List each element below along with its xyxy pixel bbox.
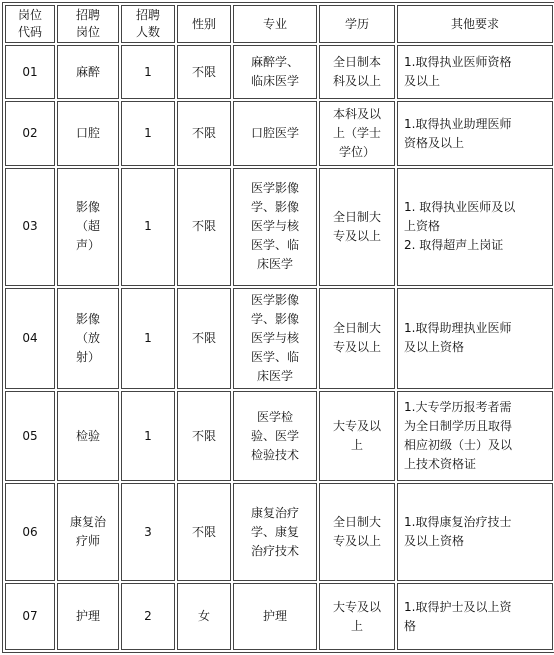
- post-line: 护理: [75, 609, 100, 624]
- major-line: 床医学: [256, 368, 293, 383]
- recruitment-table: [2, 2, 554, 653]
- headcount-cell: 3: [121, 483, 175, 582]
- post-line: 检验: [75, 428, 100, 443]
- major-line: 医学与核: [250, 330, 299, 345]
- header-other-requirements: [397, 5, 553, 43]
- table-header-row: [5, 5, 553, 43]
- other-requirements-cell: [397, 391, 553, 481]
- post-cell: [57, 168, 119, 286]
- post-line: （超: [75, 219, 100, 234]
- header-text-line: 岗位: [75, 25, 100, 39]
- other-requirements-line: 1.取得执业医师资格: [404, 55, 512, 70]
- gender-cell: 不限: [177, 483, 231, 582]
- major-line: 床医学: [256, 257, 293, 272]
- table-row: [5, 45, 553, 99]
- other-requirements-line: 相应初级（士）及以: [404, 438, 513, 453]
- header-text-line: 代码: [17, 25, 42, 39]
- major-line: 学、影像: [250, 311, 299, 326]
- major-cell: [233, 101, 317, 165]
- major-line: 检验技术: [250, 447, 299, 462]
- education-cell: [319, 583, 395, 650]
- education-cell: [319, 45, 395, 99]
- post-cell: [57, 483, 119, 582]
- other-requirements-cell: [397, 101, 553, 165]
- other-requirements-line: 及以上资格: [404, 340, 465, 355]
- position-code-cell: 04: [5, 288, 55, 390]
- major-line: 麻醉学、: [250, 55, 299, 70]
- post-line: 麻醉: [75, 64, 100, 79]
- position-code-cell: 07: [5, 583, 55, 650]
- table-row: [5, 583, 553, 650]
- education-line: 专及以上: [332, 228, 381, 243]
- other-requirements-line: 1.取得执业助理医师: [404, 116, 512, 131]
- other-requirements-line: 1.大专学历报考者需: [404, 400, 512, 415]
- other-requirements-cell: [397, 288, 553, 390]
- major-line: 临床医学: [250, 74, 299, 89]
- major-cell: [233, 583, 317, 650]
- header-text-line: 学历: [344, 16, 369, 31]
- header-text-line: 岗位: [17, 8, 42, 22]
- position-code-cell: 01: [5, 45, 55, 99]
- major-cell: [233, 483, 317, 582]
- major-cell: [233, 168, 317, 286]
- major-cell: [233, 391, 317, 481]
- table-row: [5, 483, 553, 582]
- education-line: 专及以上: [332, 534, 381, 549]
- other-requirements-line: 2. 取得超声上岗证: [404, 238, 504, 253]
- post-cell: [57, 45, 119, 99]
- other-requirements-line: 1.取得助理执业医师: [404, 321, 512, 336]
- education-cell: [319, 288, 395, 390]
- major-line: 护理: [262, 609, 287, 624]
- other-requirements-line: 资格及以上: [404, 135, 465, 150]
- header-major: [233, 5, 317, 43]
- education-cell: [319, 168, 395, 286]
- education-line: 上: [350, 438, 363, 453]
- header-text-line: 专业: [262, 16, 287, 31]
- headcount-cell: 1: [121, 101, 175, 165]
- position-code-cell: 06: [5, 483, 55, 582]
- education-cell: [319, 483, 395, 582]
- table-body: [5, 45, 553, 650]
- major-line: 医学、临: [250, 349, 299, 364]
- major-line: 学、康复: [250, 524, 299, 539]
- major-line: 医学与核: [250, 219, 299, 234]
- other-requirements-cell: [397, 168, 553, 286]
- major-line: 医学影像: [250, 181, 299, 196]
- post-line: （放: [75, 330, 100, 345]
- education-line: 专及以上: [332, 340, 381, 355]
- header-text-line: 招聘: [135, 8, 160, 22]
- other-requirements-line: 为全日制学历且取得: [404, 419, 513, 434]
- post-line: 射）: [75, 349, 100, 364]
- post-line: 康复治: [69, 515, 106, 530]
- headcount-cell: 1: [121, 288, 175, 390]
- header-text-line: 性别: [191, 16, 216, 31]
- education-line: 大专及以: [332, 599, 381, 614]
- major-line: 医学检: [256, 409, 293, 424]
- post-line: 疗师: [75, 534, 100, 549]
- post-cell: [57, 101, 119, 165]
- education-line: 大专及以: [332, 419, 381, 434]
- header-education: [319, 5, 395, 43]
- post-cell: [57, 391, 119, 481]
- position-code-cell: 05: [5, 391, 55, 481]
- headcount-cell: 1: [121, 391, 175, 481]
- other-requirements-line: 上技术资格证: [404, 457, 477, 472]
- gender-cell: 不限: [177, 391, 231, 481]
- gender-cell: 不限: [177, 101, 231, 165]
- headcount-cell: 1: [121, 168, 175, 286]
- education-line: 学位）: [338, 145, 375, 160]
- gender-cell: 不限: [177, 168, 231, 286]
- post-cell: [57, 288, 119, 390]
- major-line: 学、影像: [250, 200, 299, 215]
- other-requirements-line: 格: [404, 618, 417, 633]
- other-requirements-line: 1.取得康复治疗技士: [404, 515, 512, 530]
- other-requirements-line: 1. 取得执业医师及以: [404, 200, 516, 215]
- major-cell: [233, 45, 317, 99]
- major-line: 康复治疗: [250, 505, 299, 520]
- header-position-code: [5, 5, 55, 43]
- header-text-line: 招聘: [75, 8, 100, 22]
- post-line: 影像: [75, 311, 100, 326]
- header-gender: [177, 5, 231, 43]
- education-line: 全日制大: [332, 321, 381, 336]
- education-line: 上: [350, 618, 363, 633]
- gender-cell: 不限: [177, 288, 231, 390]
- major-line: 治疗技术: [250, 543, 299, 558]
- other-requirements-line: 1.取得护士及以上资: [404, 599, 512, 614]
- position-code-cell: 02: [5, 101, 55, 165]
- post-line: 影像: [75, 200, 100, 215]
- header-text-line: 其他要求: [450, 16, 499, 31]
- education-line: 全日制本: [332, 55, 381, 70]
- education-line: 科及以上: [332, 74, 381, 89]
- other-requirements-cell: [397, 583, 553, 650]
- table-row: [5, 391, 553, 481]
- table-row: [5, 101, 553, 165]
- other-requirements-cell: [397, 483, 553, 582]
- major-cell: [233, 288, 317, 390]
- education-line: 本科及以: [332, 107, 381, 122]
- education-cell: [319, 391, 395, 481]
- major-line: 医学、临: [250, 238, 299, 253]
- position-code-cell: 03: [5, 168, 55, 286]
- education-line: 全日制大: [332, 209, 381, 224]
- header-headcount: [121, 5, 175, 43]
- other-requirements-line: 上资格: [404, 219, 441, 234]
- other-requirements-line: 及以上: [404, 74, 441, 89]
- other-requirements-line: 及以上资格: [404, 534, 465, 549]
- headcount-cell: 1: [121, 45, 175, 99]
- header-post: [57, 5, 119, 43]
- major-line: 验、医学: [250, 428, 299, 443]
- education-line: 全日制大: [332, 515, 381, 530]
- header-text-line: 人数: [135, 25, 160, 39]
- other-requirements-cell: [397, 45, 553, 99]
- table-row: [5, 168, 553, 286]
- education-cell: [319, 101, 395, 165]
- post-line: 声）: [75, 238, 100, 253]
- table-row: [5, 288, 553, 390]
- headcount-cell: 2: [121, 583, 175, 650]
- post-cell: [57, 583, 119, 650]
- major-line: 口腔医学: [250, 126, 299, 141]
- education-line: 上（学士: [332, 126, 381, 141]
- gender-cell: 女: [177, 583, 231, 650]
- major-line: 医学影像: [250, 292, 299, 307]
- gender-cell: 不限: [177, 45, 231, 99]
- post-line: 口腔: [75, 126, 100, 141]
